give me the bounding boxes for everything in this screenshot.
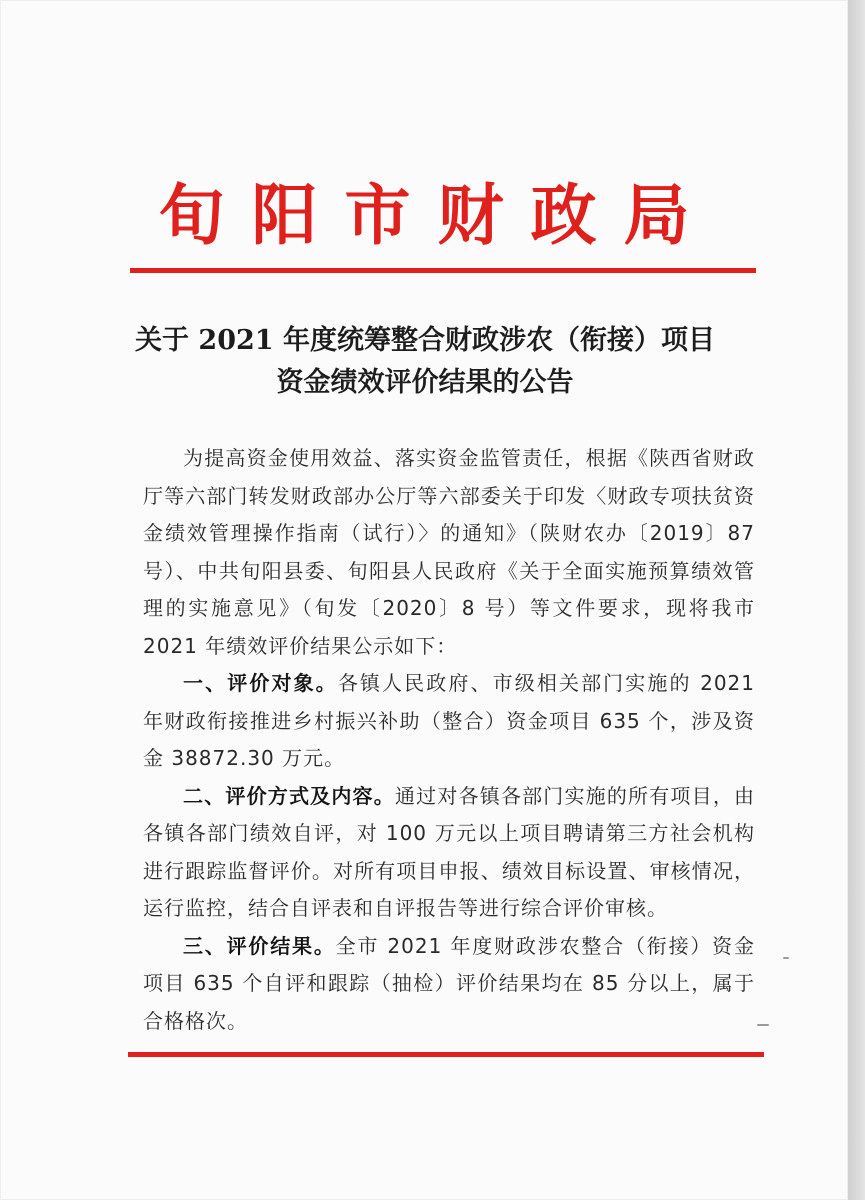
document-title-line-1: 关于 2021 年度统筹整合财政涉农（衔接）项目 (135, 325, 715, 356)
footer-divider-line (128, 1052, 764, 1057)
section-heading-3: 三、评价结果。 (183, 933, 336, 958)
section-paragraph-1 (143, 665, 755, 778)
section-text-2: 通过对各镇各部门实施的所有项目，由各镇各部门绩效自评，对 100 万元以上项目聘请第三方社会机构进行跟踪监督评价。对所有项目申报、绩效目标设置、审核情况，运行监控，结合自评表和自评报告等进行综合评价审核。 (143, 783, 756, 920)
document-title-line-2: 资金绩效评价结果的公告 (276, 367, 574, 398)
letterhead-divider-line (130, 268, 756, 273)
section-text-1: 各镇人民政府、市级相关部门实施的 2021 年财政衔接推进乡村振兴补助（整合）资金项目 635 个，涉及资金 38872.30 万元。 (143, 671, 756, 770)
section-text-3: 全市 2021 年度财政涉农整合（衔接）资金项目 635 个自评和跟踪（抽检）评价结果均在 85 分以上，属于合格格次。 (143, 933, 755, 1033)
document-title (100, 320, 750, 404)
section-paragraph-3 (143, 928, 755, 1041)
document-body (143, 440, 755, 1040)
section-heading-2: 二、评价方式及内容。 (183, 783, 395, 808)
section-paragraph-2 (143, 778, 755, 928)
scan-edge-shadow (848, 0, 865, 1200)
letterhead-org-name: 旬阳市财政局 (158, 176, 717, 254)
intro-paragraph: 为提高资金使用效益、落实资金监管责任，根据《陕西省财政厅等六部门转发财政部办公厅等六部委关于印发〈财政专项扶贫资金绩效管理操作指南（试行）〉的通知》（陕财农办〔2019〕87 号）、中共旬阳县委、旬阳县人民政府《关于全面实施预算绩效管理的实施意见》（旬发〔2020〕8 号）等文件要求，现将我市 2021 年绩效评价结果公示如下： (143, 446, 755, 658)
scan-speck (783, 957, 789, 959)
section-heading-1: 一、评价对象。 (183, 671, 338, 695)
scan-speck (757, 1024, 769, 1026)
